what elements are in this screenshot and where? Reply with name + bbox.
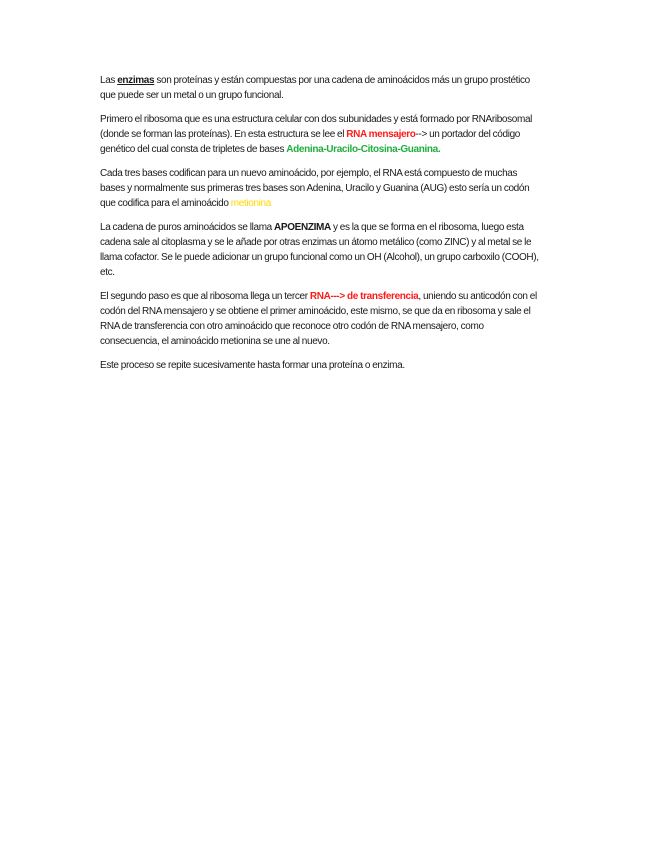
text-run: Las bbox=[100, 75, 118, 86]
term-apoenzima: APOENZIMA bbox=[274, 222, 331, 233]
term-bases: Adenina-Uracilo-Citosina-Guanina bbox=[286, 144, 438, 155]
term-enzimas: enzimas bbox=[117, 75, 155, 86]
document-body bbox=[100, 73, 540, 382]
paragraph-enzimas bbox=[100, 73, 540, 103]
paragraph-conclusion bbox=[100, 358, 540, 373]
text-run: son proteínas y están compuestas por una cadena de aminoácidos más un grupo prostético que puede ser un metal o un grupo funcional. bbox=[100, 75, 530, 101]
paragraph-codon bbox=[100, 166, 540, 211]
text-run: , uniendo su anticodón con el codón del RNA mensajero y se obtiene el primer aminoácido, este mismo, se que da en ribosoma y sale el RNA de transferencia con otro aminoácido que reconoce otro codón de RNA mensajero, como consecuencia, el aminoácido metionina se une al nuevo. bbox=[100, 291, 537, 347]
text-run: La cadena de puros aminoácidos se llama bbox=[100, 222, 275, 233]
paragraph-ribosoma bbox=[100, 112, 540, 157]
text-run: Primero el ribosoma que es una estructura celular con dos subunidades y está formado por RNAribosomal (donde se forman las proteínas). En esta estructura se lee el bbox=[100, 114, 533, 140]
term-rna-transferencia: RNA---> de transferencia bbox=[309, 291, 419, 302]
text-run: Este proceso se repite sucesivamente hasta formar una proteína o enzima. bbox=[100, 360, 405, 371]
paragraph-segundo-paso bbox=[100, 289, 540, 349]
text-run: --> un portador del código genético del cual consta de tripletes de bases bbox=[100, 129, 521, 155]
paragraph-apoenzima bbox=[100, 220, 540, 280]
text-run: y es la que se forma en el ribosoma, luego esta cadena sale al citoplasma y se le añade por otras enzimas un átomo metálico (como ZINC) y al metal se le llama cofactor. Se le puede adicionar un grupo funcional como un OH (Alcohol), un grupo carboxilo (COOH), etc. bbox=[100, 222, 539, 278]
term-metionina: metionina bbox=[230, 198, 271, 209]
text-run: El segundo paso es que al ribosoma llega un tercer bbox=[100, 291, 310, 302]
text-run: Cada tres bases codifican para un nuevo aminoácido, por ejemplo, el RNA está compuesto de muchas bases y normalmente sus primeras tres bases son Adenina, Uracilo y Guanina (AUG) esto sería un codón que codifica para el aminoácido bbox=[100, 168, 530, 209]
term-rna-mensajero: RNA mensajero bbox=[346, 129, 416, 140]
text-run: . bbox=[437, 144, 441, 155]
